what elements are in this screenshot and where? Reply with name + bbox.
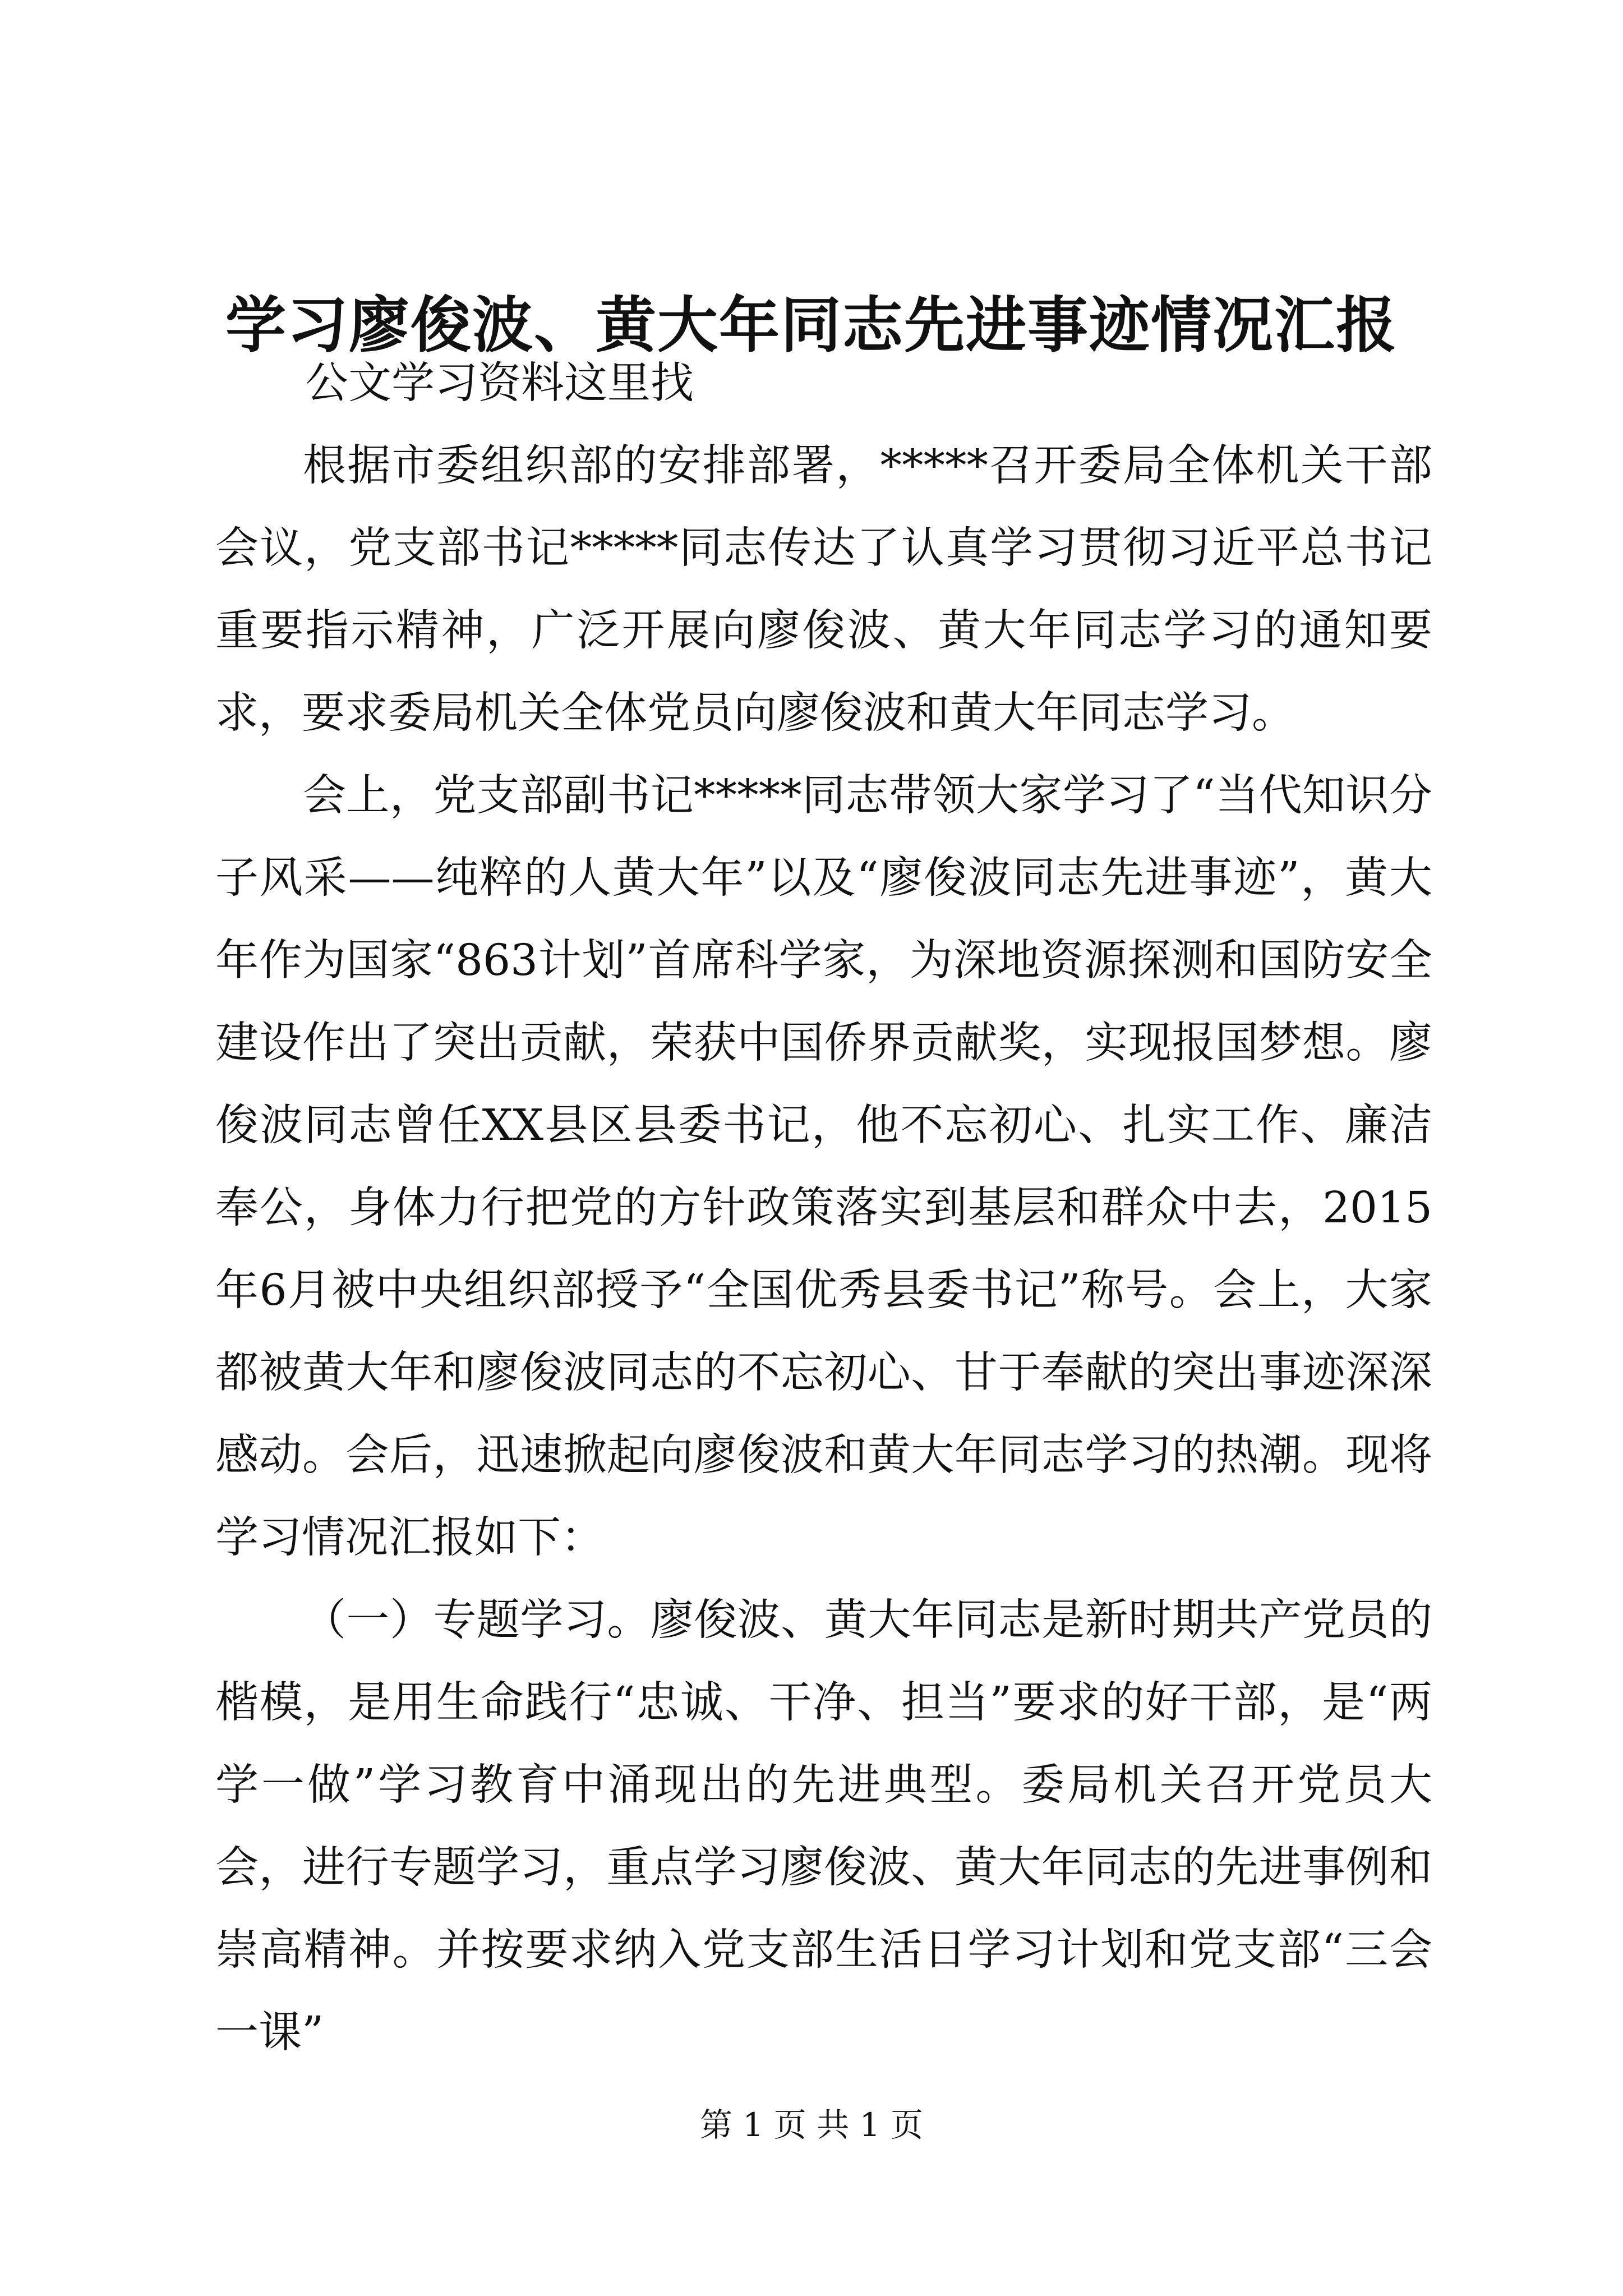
- page-number-footer: 第 1 页 共 1 页: [700, 2106, 923, 2144]
- document-title: 学习廖俊波、黄大年同志先进事迹情况汇报: [225, 290, 1398, 361]
- document-body: [215, 342, 1432, 2074]
- paragraph-special-study: （一）专题学习。廖俊波、黄大年同志是新时期共产党员的楷模，是用生命践行“忠诚、干净、担当”要求的好干部，是“两学一做”学习教育中涌现出的先进典型。委局机关召开党员大会，进行专题学习，重点学习廖俊波、黄大年同志的先进事例和崇高精神。并按要求纳入党支部生活日学习计划和党支部“三会一课”: [215, 1595, 1432, 2058]
- paragraph-meeting-arrangement: 根据市委组织部的安排部署，*****召开委局全体机关干部会议，党支部书记*****同志传达了认真学习贯彻习近平总书记重要指示精神，广泛开展向廖俊波、黄大年同志学习的通知要求，要求委局机关全体党员向廖俊波和黄大年同志学习。: [215, 441, 1432, 738]
- paragraph-meeting-content: 会上，党支部副书记*****同志带领大家学习了“当代知识分子风采——纯粹的人黄大年”以及“廖俊波同志先进事迹”，黄大年作为国家“863计划”首席科学家，为深地资源探测和国防安全建设作出了突出贡献，荣获中国侨界贡献奖，实现报国梦想。廖俊波同志曾任XX县区县委书记，他不忘初心、扎实工作、廉洁奉公，身体力行把党的方针政策落实到基层和群众中去，2015年6月被中央组织部授予“全国优秀县委书记”称号。会上，大家都被黄大年和廖俊波同志的不忘初心、甘于奉献的突出事迹深深感动。会后，迅速掀起向廖俊波和黄大年同志学习的热潮。现将学习情况汇报如下：: [215, 771, 1432, 1563]
- document-subtitle: 公文学习资料这里找: [305, 358, 694, 408]
